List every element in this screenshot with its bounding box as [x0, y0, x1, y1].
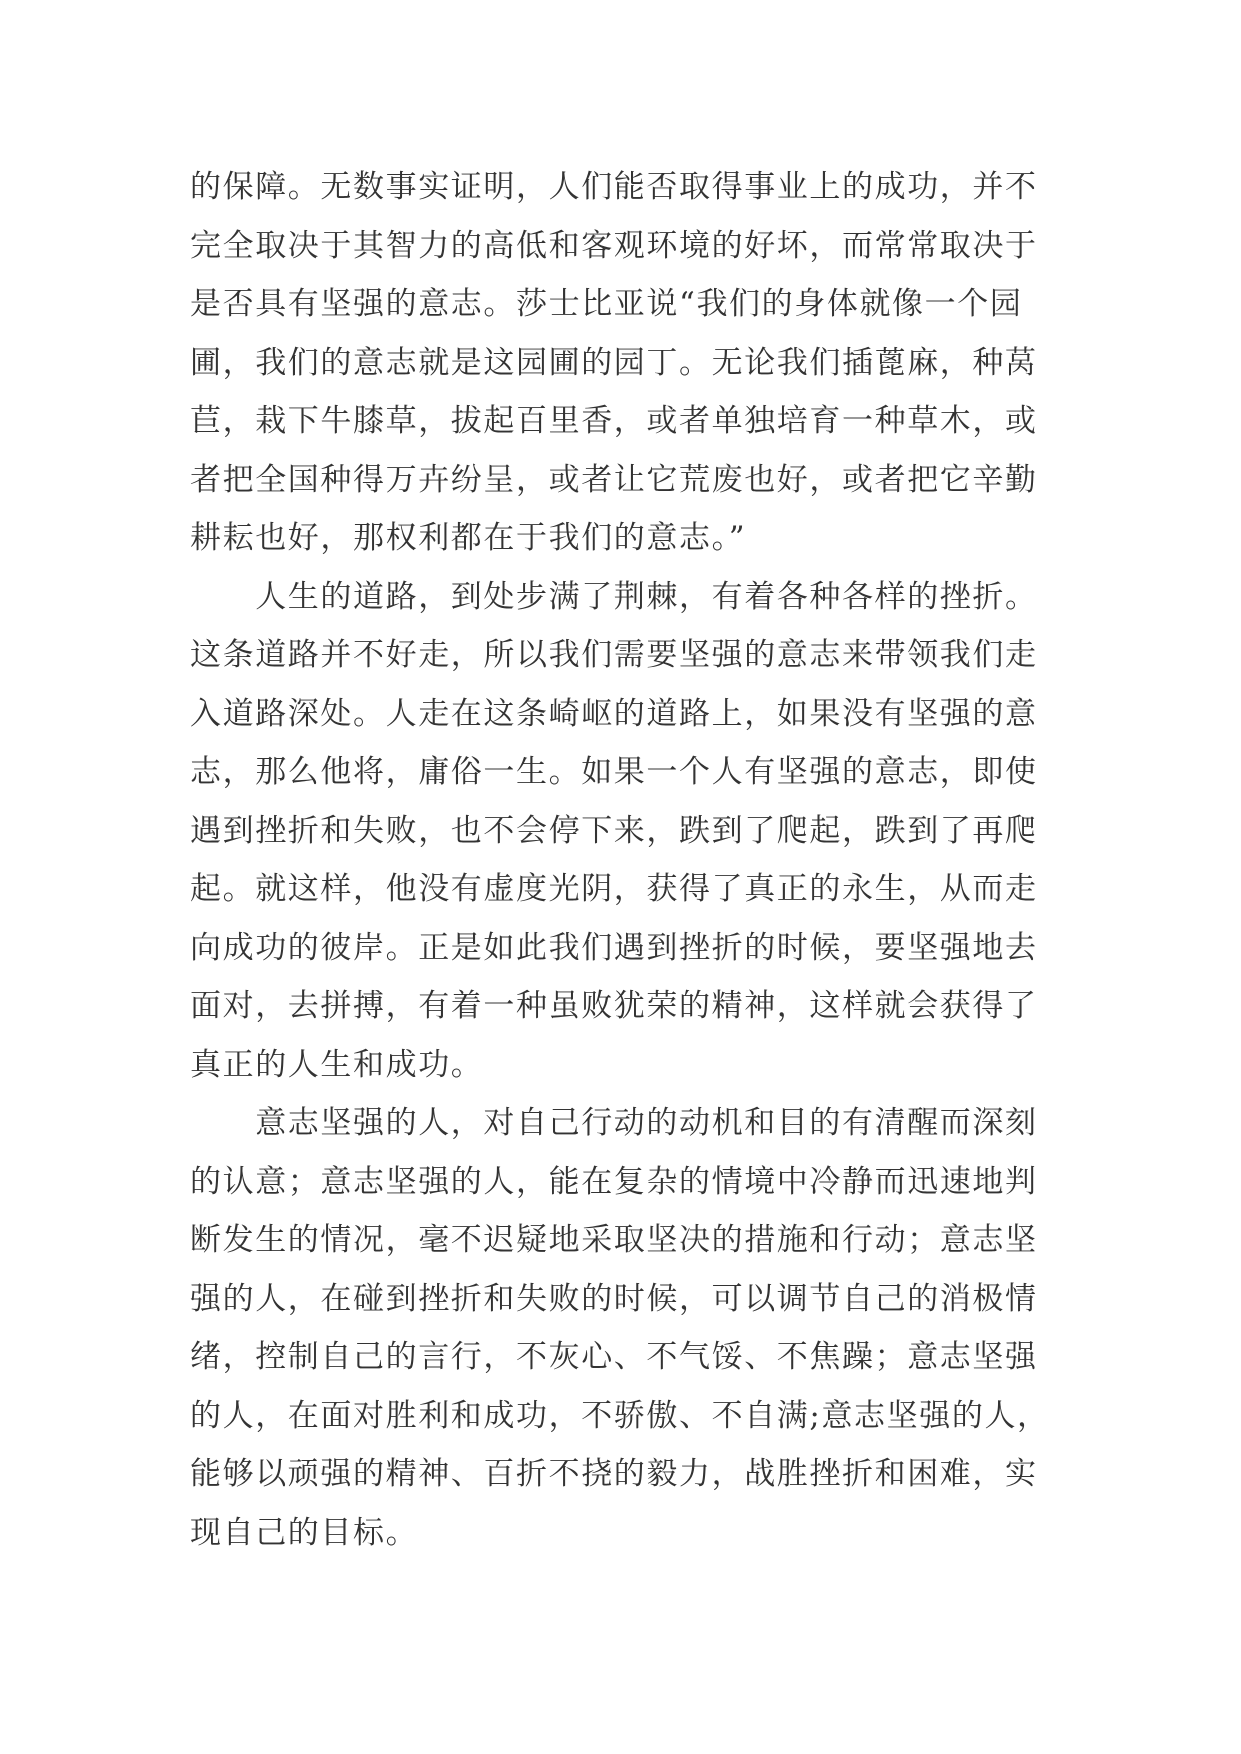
text-line: 强的人，在碰到挫折和失败的时候，可以调节自己的消极情 — [190, 1280, 1038, 1317]
text-line: 苣，栽下牛膝草，拔起百里香，或者单独培育一种草木，或 — [190, 403, 1038, 439]
paragraph-3 — [190, 1094, 1070, 1562]
paragraph-2 — [190, 568, 1070, 1095]
text-line: 的人，在面对胜利和成功，不骄傲、不自满;意志坚强的人， — [190, 1397, 1050, 1434]
text-line: 绪，控制自己的言行，不灰心、不气馁、不焦躁；意志坚强 — [190, 1339, 1038, 1375]
text-line: 断发生的情况，毫不迟疑地采取坚决的措施和行动；意志坚 — [190, 1222, 1038, 1258]
text-line: 真正的人生和成功。 — [190, 1046, 484, 1083]
text-line: 向成功的彼岸。正是如此我们遇到挫折的时候，要坚强地去 — [190, 929, 1038, 966]
text-line: 完全取决于其智力的高低和客观环境的好坏，而常常取决于 — [190, 227, 1038, 264]
text-line: 入道路深处。人走在这条崎岖的道路上，如果没有坚强的意 — [190, 695, 1038, 732]
text-line: 起。就这样，他没有虚度光阴，获得了真正的永生，从而走 — [190, 871, 1038, 907]
text-line: 者把全国种得万卉纷呈，或者让它荒废也好，或者把它辛勤 — [190, 461, 1038, 498]
text-line: 的保障。无数事实证明，人们能否取得事业上的成功，并不 — [190, 169, 1038, 205]
text-line: 这条道路并不好走，所以我们需要坚强的意志来带领我们走 — [190, 637, 1038, 673]
text-line: 志，那么他将，庸俗一生。如果一个人有坚强的意志，即使 — [190, 754, 1038, 790]
text-line: 圃，我们的意志就是这园圃的园丁。无论我们插蓖麻，种莴 — [190, 344, 1038, 381]
text-line: 的认意；意志坚强的人，能在复杂的情境中冷静而迅速地判 — [190, 1163, 1038, 1200]
text-line: 人生的道路，到处步满了荆棘，有着各种各样的挫折。 — [190, 578, 1038, 615]
paragraph-1 — [190, 158, 1070, 568]
text-line: 现自己的目标。 — [190, 1514, 419, 1551]
text-line: 耕耘也好，那权利都在于我们的意志。” — [190, 520, 747, 556]
text-line: 遇到挫折和失败，也不会停下来，跌到了爬起，跌到了再爬 — [190, 812, 1038, 849]
text-line: 面对，去拼搏，有着一种虽败犹荣的精神，这样就会获得了 — [190, 988, 1038, 1024]
text-line: 是否具有坚强的意志。莎士比亚说“我们的身体就像一个园 — [190, 286, 1023, 322]
text-line: 能够以顽强的精神、百折不挠的毅力，战胜挫折和困难，实 — [190, 1456, 1038, 1492]
text-line: 意志坚强的人，对自己行动的动机和目的有清醒而深刻 — [190, 1105, 1038, 1141]
document-body — [190, 158, 1070, 1562]
